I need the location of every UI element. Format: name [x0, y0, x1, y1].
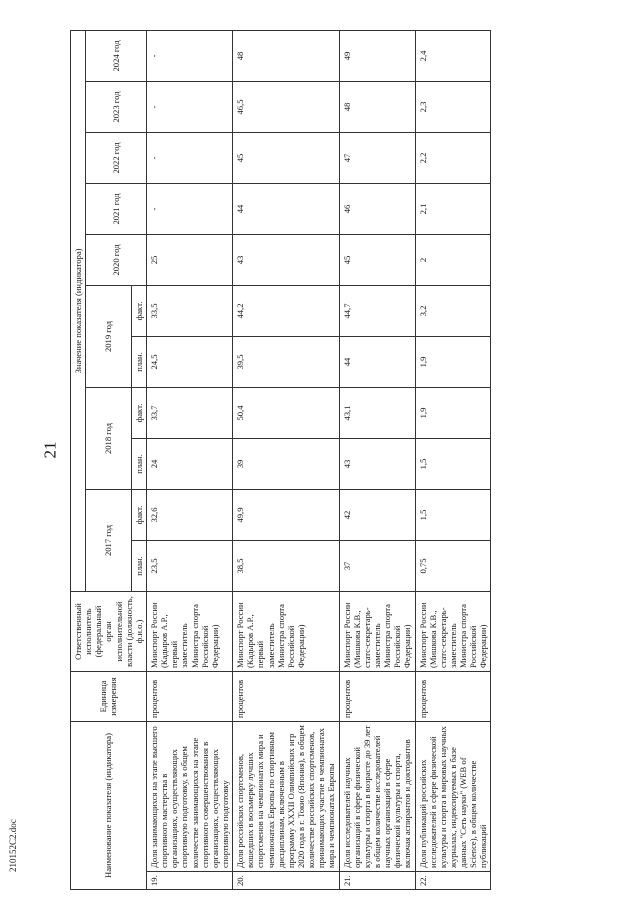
- row-value: -: [146, 30, 232, 81]
- row-unit: процентов: [233, 672, 339, 722]
- table-row: [233, 30, 339, 889]
- row-value: -: [146, 133, 232, 184]
- table-row: [339, 30, 415, 889]
- row-value: 2,4: [415, 30, 491, 81]
- row-value: 46: [339, 184, 415, 235]
- row-value: -: [146, 184, 232, 235]
- header-2022: 2022 год: [86, 133, 147, 184]
- header-2018: 2018 год: [86, 388, 132, 490]
- row-value: 25: [146, 235, 232, 286]
- header-2017-plan: план.: [131, 541, 146, 592]
- row-value: 39,5: [233, 337, 339, 388]
- header-2020: 2020 год: [86, 235, 147, 286]
- row-value: 38,5: [233, 541, 339, 592]
- row-responsible: Минспорт России (Мишкова К.В., статс-секретарь-заместитель Министра спорта Российской Федерации): [339, 592, 415, 672]
- row-value: 37: [339, 541, 415, 592]
- row-value: 45: [233, 133, 339, 184]
- row-value: 44,2: [233, 286, 339, 337]
- table-row: [146, 30, 232, 889]
- row-value: 1,5: [415, 439, 491, 490]
- header-2017-fact: факт.: [131, 490, 146, 541]
- header-values-group: Значение показателя (индикатора): [71, 30, 86, 591]
- row-value: -: [146, 82, 232, 133]
- row-value: 46,5: [233, 82, 339, 133]
- header-name: Наименование показателя (индикатора): [71, 722, 147, 890]
- row-value: 1,9: [415, 337, 491, 388]
- row-value: 48: [233, 30, 339, 81]
- row-indicator-name: Доля российских спортсменов, вошедших в восьмерку лучших спортсменов на чемпионатах мира и чемпионатах Европы по спортивным дисциплинам, включенным в программу XXXII Олимпийских игр 2020 года в г. Токио (Япония), в общем количестве российских спортсменов, принимающих участие в чемпионатах мира и чемпионатах Европы: [233, 722, 339, 872]
- row-index: 20.: [233, 872, 339, 890]
- row-value: 23,5: [146, 541, 232, 592]
- page-number: 21: [40, 441, 60, 459]
- row-index: 19.: [146, 872, 232, 890]
- row-value: 24: [146, 439, 232, 490]
- row-value: 3,2: [415, 286, 491, 337]
- row-value: 43: [233, 235, 339, 286]
- row-index: 21.: [339, 872, 415, 890]
- row-value: 44: [339, 337, 415, 388]
- row-value: 42: [339, 490, 415, 541]
- row-value: 24,5: [146, 337, 232, 388]
- row-value: 49: [339, 30, 415, 81]
- header-2023: 2023 год: [86, 82, 147, 133]
- row-value: 2,2: [415, 133, 491, 184]
- row-value: 2,3: [415, 82, 491, 133]
- row-unit: процентов: [146, 672, 232, 722]
- row-responsible: Минспорт России (Мишкова К.В., статс-секретарь-заместитель Министра спорта Российской Федерации): [415, 592, 491, 672]
- row-unit: процентов: [339, 672, 415, 722]
- row-value: 50,4: [233, 388, 339, 439]
- row-value: 0,75: [415, 541, 491, 592]
- row-index: 22.: [415, 872, 491, 890]
- row-indicator-name: Доля занимающихся на этапе высшего спортивного мастерства в организациях, осуществляющих спортивную подготовку, в общем количестве занимающихся на этапе спортивного совершенствования в организациях, осуществляющих спортивную подготовку: [146, 722, 232, 872]
- header-2024: 2024 год: [86, 30, 147, 81]
- row-responsible: Минспорт России (Кадыров А.Р., первый заместитель Министра спорта Российской Федерации): [146, 592, 232, 672]
- row-indicator-name: Доля исследователей научных организаций в сфере физической культуры и спорта в возрасте до 39 лет в общем количестве исследователей научных организаций в сфере физической культуры и спорта, включая аспирантов и докторантов: [339, 722, 415, 872]
- row-value: 1,5: [415, 490, 491, 541]
- indicators-table: [70, 30, 491, 890]
- row-unit: процентов: [415, 672, 491, 722]
- row-value: 43,1: [339, 388, 415, 439]
- row-value: 45: [339, 235, 415, 286]
- row-value: 2,1: [415, 184, 491, 235]
- table-row: [415, 30, 491, 889]
- row-value: 33,7: [146, 388, 232, 439]
- header-2019-fact: факт.: [131, 286, 146, 337]
- header-2018-plan: план.: [131, 439, 146, 490]
- row-value: 44: [233, 184, 339, 235]
- header-responsible: Ответственный исполнитель (федеральный орган исполнительной власти (должность, ф.и.о.): [71, 592, 147, 672]
- row-value: 44,7: [339, 286, 415, 337]
- header-2019: 2019 год: [86, 286, 132, 388]
- table-body: [146, 30, 491, 889]
- row-value: 2: [415, 235, 491, 286]
- document-filename: 210152C2.doc: [8, 819, 18, 872]
- header-2021: 2021 год: [86, 184, 147, 235]
- row-value: 39: [233, 439, 339, 490]
- row-responsible: Минспорт России (Кадыров А.Р., первый заместитель Министра спорта Российской Федерации): [233, 592, 339, 672]
- row-value: 33,5: [146, 286, 232, 337]
- row-value: 32,6: [146, 490, 232, 541]
- row-value: 47: [339, 133, 415, 184]
- row-value: 1,9: [415, 388, 491, 439]
- header-2018-fact: факт.: [131, 388, 146, 439]
- row-value: 49,9: [233, 490, 339, 541]
- row-indicator-name: Доля публикаций российских исследователей в сфере физической культуры и спорта в мировых научных журналах, индексируемых в базе данных "Сеть науки" (WEB of Science), в общем количестве публикаций: [415, 722, 491, 872]
- header-2019-plan: план.: [131, 337, 146, 388]
- row-value: 48: [339, 82, 415, 133]
- header-2017: 2017 год: [86, 490, 132, 592]
- header-unit: Единица измерения: [71, 672, 147, 722]
- row-value: 43: [339, 439, 415, 490]
- rotated-table-container: [70, 30, 630, 890]
